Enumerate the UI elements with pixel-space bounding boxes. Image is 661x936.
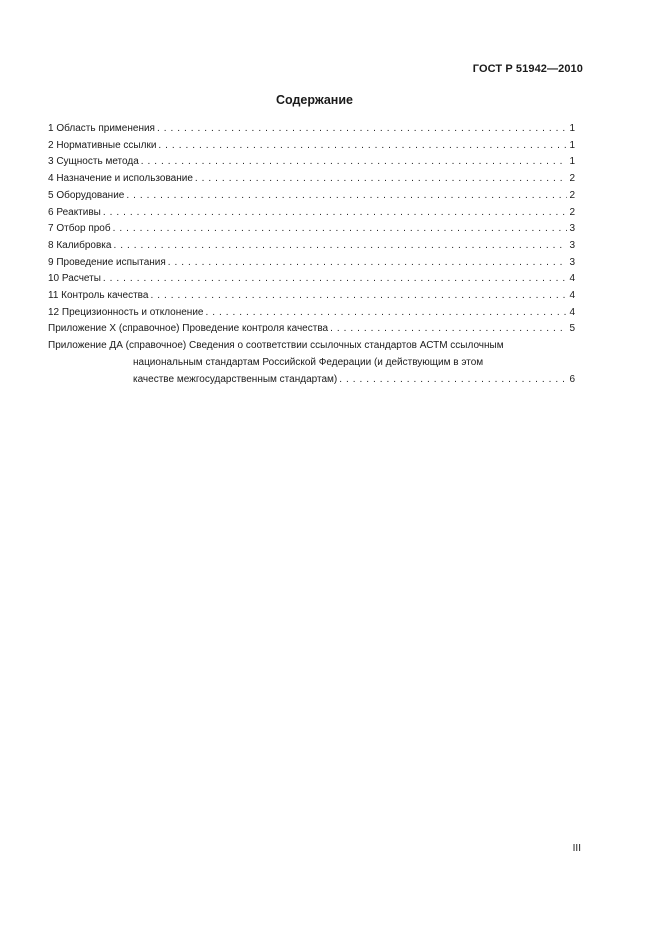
- toc-entry-9[interactable]: [48, 255, 575, 272]
- toc-entry-page: 5: [569, 323, 575, 335]
- toc-entry-label-line-1: Приложение ДА (справочное) Сведения о соответствии ссылочных стандартов АСТМ ссылочным: [48, 340, 504, 352]
- toc-entry-last-line: [48, 372, 575, 389]
- toc-entry-label: Приложение X (справочное) Проведение контроля качества: [48, 323, 329, 335]
- toc-leader-dots: [158, 138, 567, 155]
- document-code: ГОСТ Р 51942—2010: [472, 63, 583, 75]
- toc-entry-page: 2: [569, 173, 575, 185]
- toc-entry-page: 3: [569, 256, 575, 268]
- toc-entry-annex-da[interactable]: [48, 338, 575, 388]
- toc-entry-page: 2: [569, 189, 575, 201]
- toc-entry-label: 9 Проведение испытания: [48, 256, 166, 268]
- toc-leader-dots: [205, 305, 567, 322]
- toc-entry-6[interactable]: [48, 205, 575, 222]
- toc-entry-label: 6 Реактивы: [48, 206, 101, 218]
- toc-entry-annex-x[interactable]: [48, 321, 575, 338]
- toc-entry-label-line-3: качестве межгосударственным стандартам): [133, 373, 338, 385]
- toc-entry-page: 4: [569, 306, 575, 318]
- toc-entry-label: 11 Контроль качества: [48, 290, 149, 302]
- toc-leader-dots: [113, 238, 567, 255]
- toc-entry-label: 4 Назначение и использование: [48, 173, 193, 185]
- toc-leader-dots: [157, 121, 567, 138]
- toc-entry-3[interactable]: [48, 154, 575, 171]
- toc-leader-dots: [103, 271, 568, 288]
- toc-entry-label: 12 Прецизионность и отклонение: [48, 306, 204, 318]
- toc-leader-dots: [330, 321, 567, 338]
- toc-entry-12[interactable]: [48, 305, 575, 322]
- toc-entry-10[interactable]: [48, 271, 575, 288]
- toc-entry-page: 1: [569, 123, 575, 134]
- toc-entry-label: 7 Отбор проб: [48, 223, 111, 235]
- toc-leader-dots: [103, 205, 568, 222]
- toc-entry-7[interactable]: [48, 221, 575, 238]
- toc-entry-page: 4: [569, 273, 575, 285]
- toc-leader-dots: [168, 255, 568, 272]
- toc-entry-label: 5 Оборудование: [48, 189, 125, 201]
- table-of-contents: [48, 121, 575, 388]
- toc-entry-page: 3: [569, 239, 575, 251]
- toc-entry-label: 1 Область применения: [48, 123, 155, 134]
- toc-entry-label: 2 Нормативные ссылки: [48, 139, 157, 151]
- toc-entry-page: 1: [569, 156, 575, 168]
- toc-entry-2[interactable]: [48, 138, 575, 155]
- toc-entry-page: 4: [569, 290, 575, 302]
- toc-entry-page: 6: [569, 373, 575, 385]
- toc-leader-dots: [113, 221, 568, 238]
- toc-entry-label-line-2: национальным стандартам Российской Федерации (и действующим в этом: [133, 356, 484, 368]
- toc-entry-8[interactable]: [48, 238, 575, 255]
- toc-entry-page: 1: [569, 139, 575, 151]
- toc-entry-page: 2: [569, 206, 575, 218]
- toc-entry-page: 3: [569, 223, 575, 235]
- toc-title: Содержание: [275, 93, 353, 107]
- toc-entry-4[interactable]: [48, 171, 575, 188]
- page-number: III: [572, 843, 581, 854]
- toc-entry-label: 8 Калибровка: [48, 239, 112, 251]
- toc-leader-dots: [150, 288, 567, 305]
- toc-leader-dots: [126, 188, 567, 205]
- toc-leader-dots: [141, 154, 568, 171]
- toc-leader-dots: [339, 372, 567, 389]
- toc-entry-1[interactable]: [48, 121, 575, 138]
- toc-leader-dots: [195, 171, 568, 188]
- toc-entry-label: 10 Расчеты: [48, 273, 101, 285]
- toc-entry-11[interactable]: [48, 288, 575, 305]
- toc-entry-label: 3 Сущность метода: [48, 156, 139, 168]
- toc-entry-5[interactable]: [48, 188, 575, 205]
